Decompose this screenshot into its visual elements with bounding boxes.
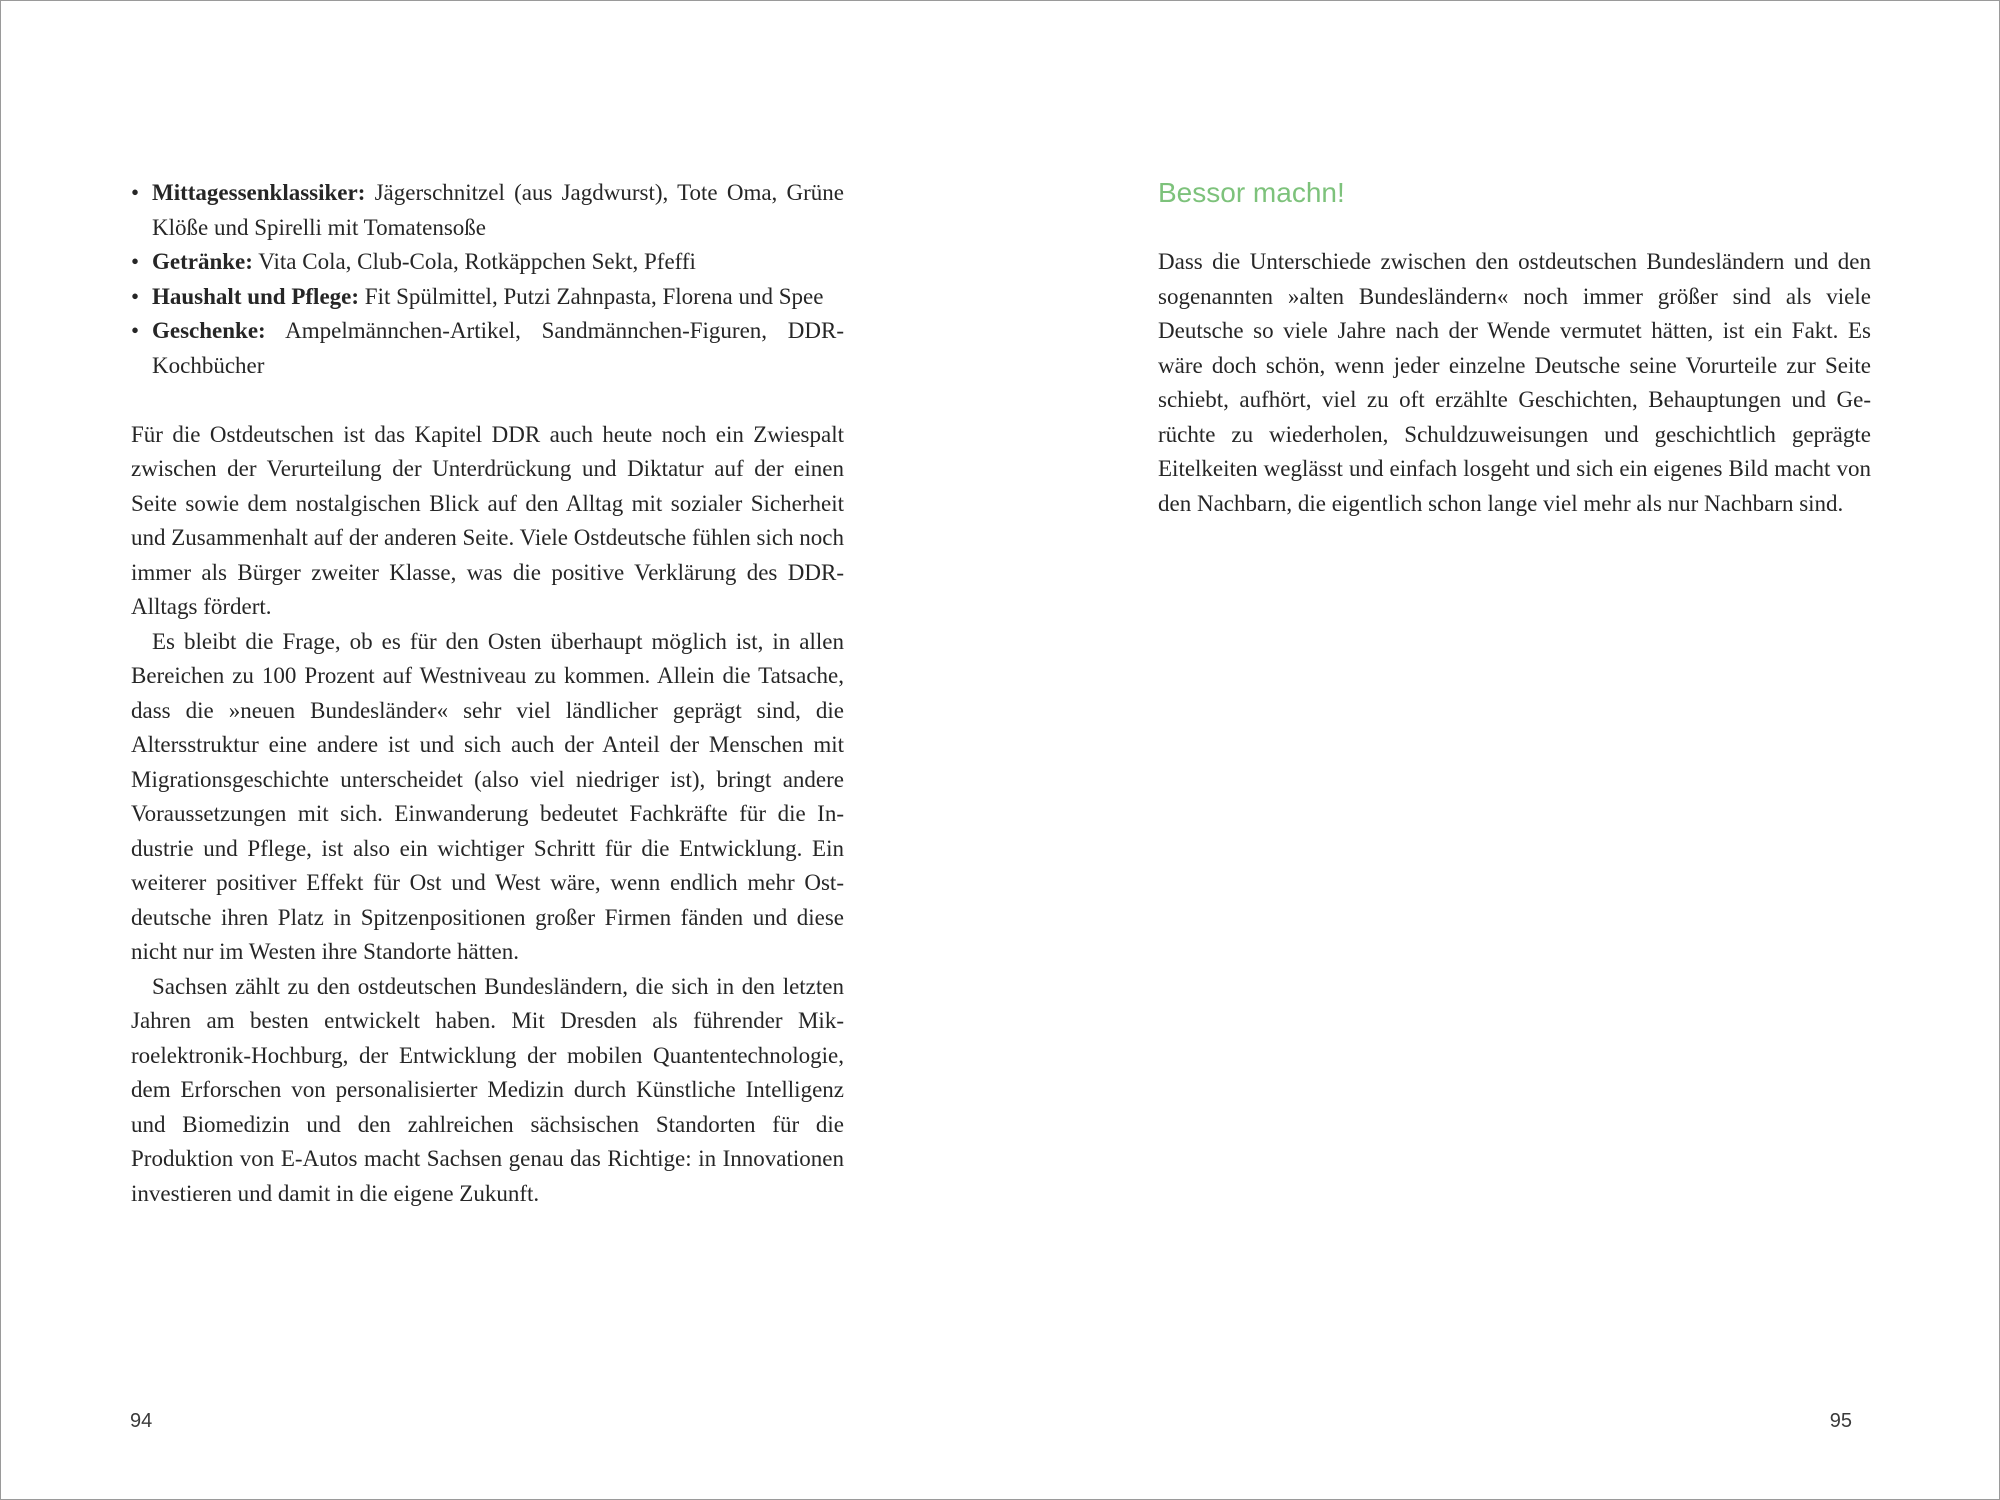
bullet-term: Geschenke: [152, 318, 266, 343]
bullet-icon: • [131, 249, 140, 274]
bullet-term: Getränke: [152, 249, 253, 274]
bullet-text: Jägerschnitzel (aus Jagdwurst), Tote Oma, Grüne Klöße und Spirelli mit Tomatensoße [152, 180, 844, 240]
right-page-body [1158, 176, 1871, 521]
paragraph-westniveau: Es bleibt die Frage, ob es für den Osten überhaupt möglich ist, in allen Bereichen zu 100 Prozent auf Westniveau zu kommen. Allein die Tatsache, dass die »neuen Bundesländer« sehr viel ländlicher geprägt sind, die Altersstruktur eine andere ist und sich auch der Anteil der Menschen mit Migrationsgeschichte unterscheidet (also viel niedriger ist), bringt andere Voraussetzungen mit sich. Einwanderung bedeutet Fachkräfte für die Industrie und Pflege, ist also ein wichtiger Schritt für die Entwicklung. Ein weiterer positiver Effekt für Ost und West wäre, wenn endlich mehr Ostdeutsche ihren Platz in Spitzenpositionen großer Firmen fänden und diese nicht nur im Westen ihre Standorte hätten. [131, 628, 844, 964]
bullet-term: Haushalt und Pflege: [152, 283, 360, 309]
body-paragraphs [131, 418, 844, 1212]
right-page [1000, 1, 1999, 1499]
paragraph-ddr-zwiespalt: Für die Ostdeutschen ist das Kapitel DDR auch heute noch ein Zwiespalt zwischen der Verurteilung der Unterdrückung und Diktatur auf der einen Seite sowie dem nostalgischen Blick auf den Alltag mit sozialer Sicherheit und Zusammenhalt auf der anderen Seite. Viele Ostdeutsche fühlen sich noch immer als Bürger zweiter Klasse, was die positive Verklärung des DDR-Alltags fördert. [131, 421, 844, 619]
page-number-right: 95 [1829, 1410, 1852, 1432]
bullet-item-mittagessen [131, 176, 844, 245]
paragraph-bessor-machn: Dass die Unterschiede zwischen den ostdeutschen Bundesländern und den sogenannten »alten Bundesländern« noch immer größer sind als viele Deutsche so viele Jahre nach der Wende vermutet hätten, ist ein Fakt. Es wäre doch schön, wenn jeder einzelne Deutsche seine Vorurteile zur Seite schiebt, aufhört, viel zu oft erzählte Geschichten, Behauptungen und Gerüchte zu wiederholen, Schuldzuweisungen und geschichtlich geprägte Eitelkeiten weglässt und einfach losgeht und sich ein eigenes Bild macht von den Nachbarn, die eigentlich schon lange viel mehr als nur Nachbarn sind. [1158, 249, 1871, 516]
bullet-text: Ampelmännchen-Artikel, Sandmännchen-Figuren, DDR-Kochbücher [152, 318, 844, 378]
page-number-left: 94 [130, 1410, 153, 1432]
left-page-body [131, 176, 844, 1211]
bullet-text: Fit Spülmittel, Putzi Zahnpasta, Florena und Spee [359, 283, 824, 309]
bullet-list [131, 176, 844, 383]
bullet-icon: • [131, 180, 140, 205]
paragraph-sachsen: Sachsen zählt zu den ostdeutschen Bundesländern, die sich in den letzten Jahren am besten entwickelt haben. Mit Dresden als führender Mikroelektronik-Hochburg, der Entwicklung der mobilen Quantentechnologie, dem Erforschen von personalisierter Medizin durch Künstliche Intelligenz und Biomedizin und den zahlreichen sächsischen Standorten für die Produktion von E-Autos macht Sachsen genau das Richtige: in Innovationen investieren und damit in die eigene Zukunft. [131, 973, 844, 1206]
section-heading: Bessor machn! [1158, 177, 1345, 208]
bullet-item-haushalt [131, 280, 844, 315]
bullet-icon: • [131, 318, 140, 343]
bullet-item-geschenke [131, 314, 844, 383]
left-page [1, 1, 1000, 1499]
bullet-text: Vita Cola, Club-Cola, Rotkäppchen Sekt, Pfeffi [252, 249, 696, 274]
bullet-icon: • [131, 283, 140, 309]
bullet-item-getraenke [131, 245, 844, 280]
bullet-term: Mittagessenklassiker: [152, 180, 366, 205]
